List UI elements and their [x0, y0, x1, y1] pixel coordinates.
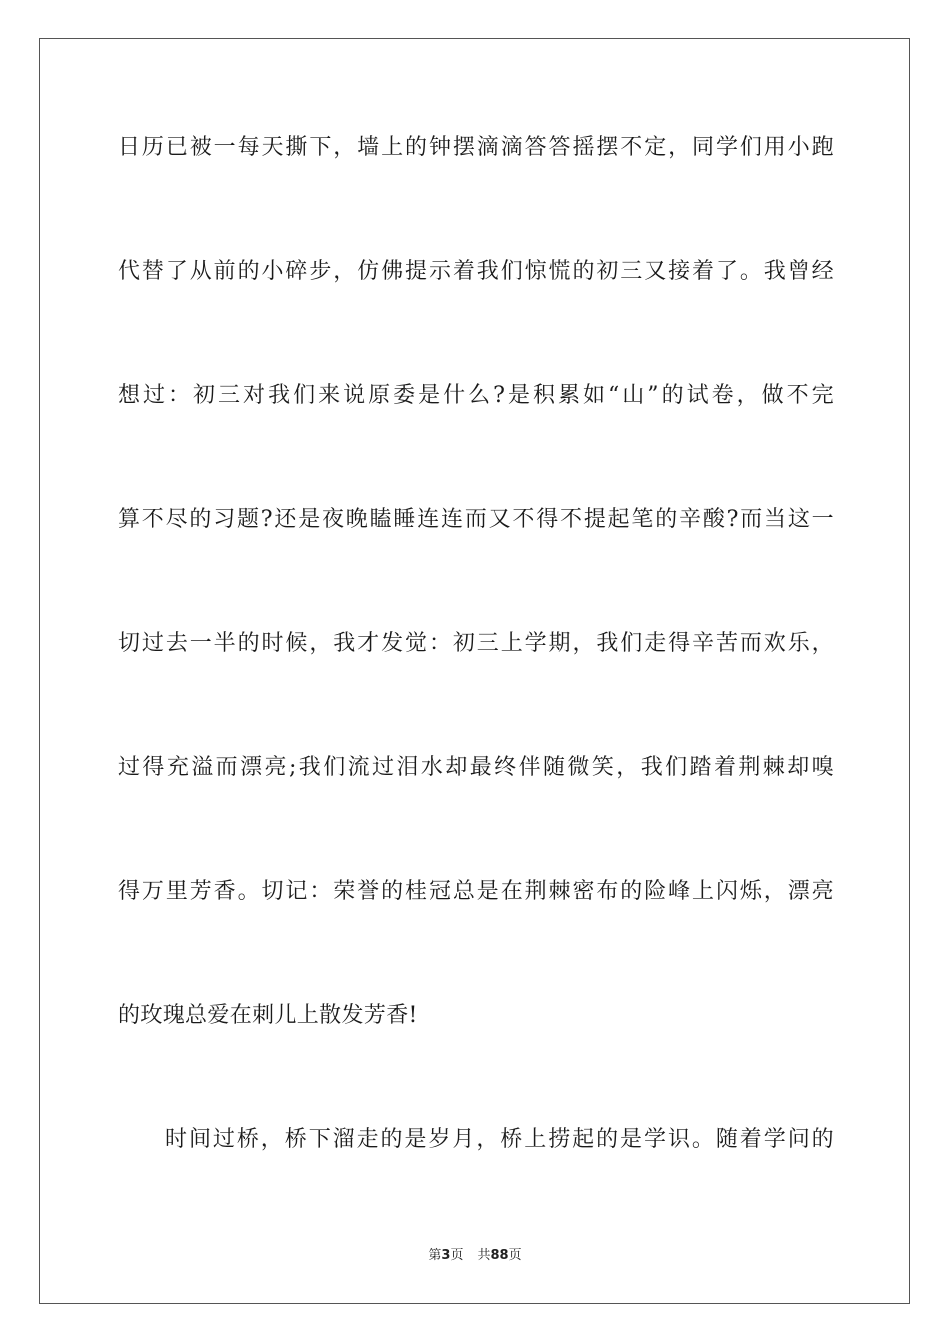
text-line-1: 日历已被一每天撕下，墙上的钟摆滴滴答答摇摆不定，同学们用小跑	[118, 135, 834, 160]
text-line-4: 算不尽的习题?还是夜晚瞌睡连连而又不得不提起笔的辛酸?而当这一	[118, 507, 834, 532]
page-frame	[39, 38, 910, 1304]
text-line-2: 代替了从前的小碎步，仿佛提示着我们惊慌的初三又接着了。我曾经	[118, 259, 834, 284]
text-line-3: 想过：初三对我们来说原委是什么?是积累如“山”的试卷，做不完	[118, 383, 834, 408]
page-number: 3	[441, 1248, 451, 1263]
text-line-5: 切过去一半的时候，我才发觉：初三上学期，我们走得辛苦而欢乐，	[118, 631, 834, 656]
total-prefix: 共	[477, 1248, 491, 1263]
total-pages: 88	[490, 1248, 509, 1263]
page-suffix: 页	[450, 1248, 464, 1263]
total-suffix: 页	[508, 1248, 522, 1263]
page-prefix: 第	[428, 1248, 442, 1263]
text-line-6: 过得充溢而漂亮;我们流过泪水却最终伴随微笑，我们踏着荆棘却嗅	[118, 755, 834, 780]
text-line-7: 得万里芳香。切记：荣誉的桂冠总是在荆棘密布的险峰上闪烁，漂亮	[118, 879, 834, 904]
text-line-9: 时间过桥，桥下溜走的是岁月，桥上捞起的是学识。随着学问的	[165, 1127, 834, 1152]
page-footer	[0, 1246, 950, 1266]
text-line-8: 的玫瑰总爱在刺儿上散发芳香!	[118, 1003, 418, 1028]
